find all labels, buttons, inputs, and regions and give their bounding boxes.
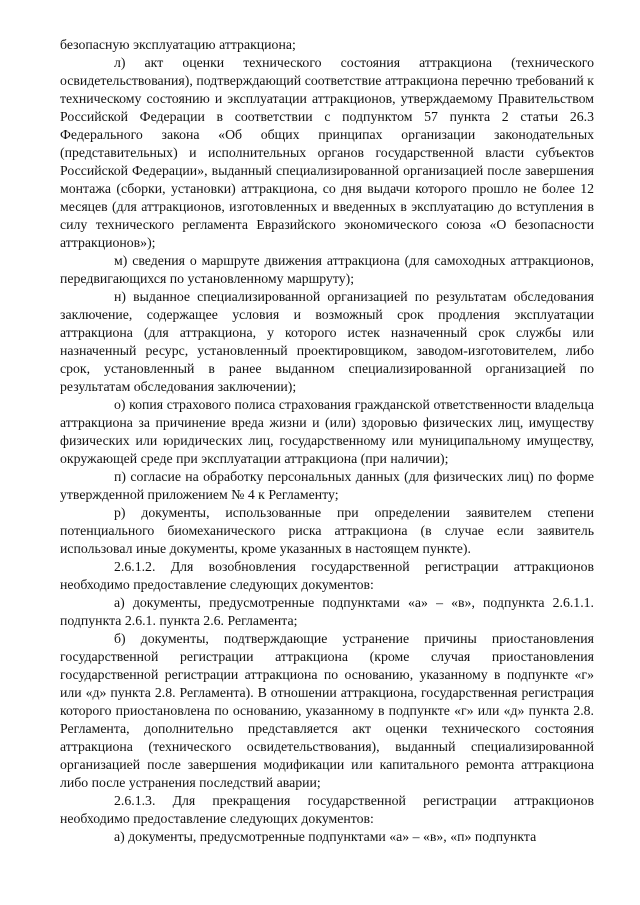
paragraph-item-n: н) выданное специализированной организацией по результатам обследования заключение, содержащее условия и возможный срок продления эксплуатации аттракциона (для аттракциона, у которого истек назначенный срок службы или назначенный ресурс, установленный проектировщиком, заводом-изготовителем, либо срок, установленный в ранее выданном специализированной организацией по результатам обследования заключении); — [60, 289, 594, 394]
paragraph-item-l: л) акт оценки технического состояния аттракциона (технического освидетельствования), подтверждающий соответствие аттракциона перечню требований к техническому состоянию и эксплуатации аттракционов, утверждаемому Правительством Российской Федерации в соответствии с подпунктом 57 пункта 2 статьи 26.3 Федерального закона «Об общих принципах организации законодательных (представительных) и исполнительных органов государственной власти субъектов Российской Федерации», выданный специализированной организацией после завершения монтажа (сборки, установки) аттракциона, со дня выдачи которого прошло не более 12 месяцев (для аттракционов, изготовленных и введенных в эксплуатацию до вступления в силу технического регламента Евразийского экономического союза «О безопасности аттракционов»); — [60, 55, 594, 250]
paragraph-item-a-resume: а) документы, предусмотренные подпунктами «а» – «в», подпункта 2.6.1.1. подпункта 2.6.1. пункта 2.6. Регламента; — [60, 595, 594, 628]
paragraph-section-2-6-1-3: 2.6.1.3. Для прекращения государственной регистрации аттракционов необходимо предоставление следующих документов: — [60, 793, 594, 826]
paragraph-item-a-terminate: а) документы, предусмотренные подпунктами «а» – «в», «п» подпункта — [114, 829, 537, 844]
paragraph-item-p: п) согласие на обработку персональных данных (для физических лиц) по форме утвержденной приложением № 4 к Регламенту; — [60, 469, 594, 502]
paragraph-item-o: о) копия страхового полиса страхования гражданской ответственности владельца аттракциона за причинение вреда жизни и (или) здоровью физических лиц, имуществу физических или юридических лиц, государственному или муниципальному имуществу, окружающей среде при эксплуатации аттракциона (при наличии); — [60, 397, 594, 466]
paragraph-continuation: безопасную эксплуатацию аттракциона; — [60, 37, 296, 52]
document-page — [60, 36, 594, 846]
paragraph-item-b-resume: б) документы, подтверждающие устранение причины приостановления государственной регистрации аттракциона (кроме случая приостановления государственной регистрации аттракциона по основанию, указанному в подпункте «г» или «д» пункта 2.8. Регламента). В отношении аттракциона, государственная регистрация которого приостановлена по основанию, указанному в подпункте «г» или «д» пункта 2.8. Регламента, дополнительно представляется акт оценки технического состояния аттракциона (технического освидетельствования), выданный специализированной организацией после завершения модификации или капитального ремонта аттракциона либо после устранения последствий аварии; — [60, 631, 594, 790]
paragraph-item-m: м) сведения о маршруте движения аттракциона (для самоходных аттракционов, передвигающихся по установленному маршруту); — [60, 253, 594, 286]
paragraph-section-2-6-1-2: 2.6.1.2. Для возобновления государственной регистрации аттракционов необходимо предоставление следующих документов: — [60, 559, 594, 592]
paragraph-item-r: р) документы, использованные при определении заявителем степени потенциального биомеханического риска аттракциона (в случае если заявитель использовал иные документы, кроме указанных в настоящем пункте). — [60, 505, 594, 556]
